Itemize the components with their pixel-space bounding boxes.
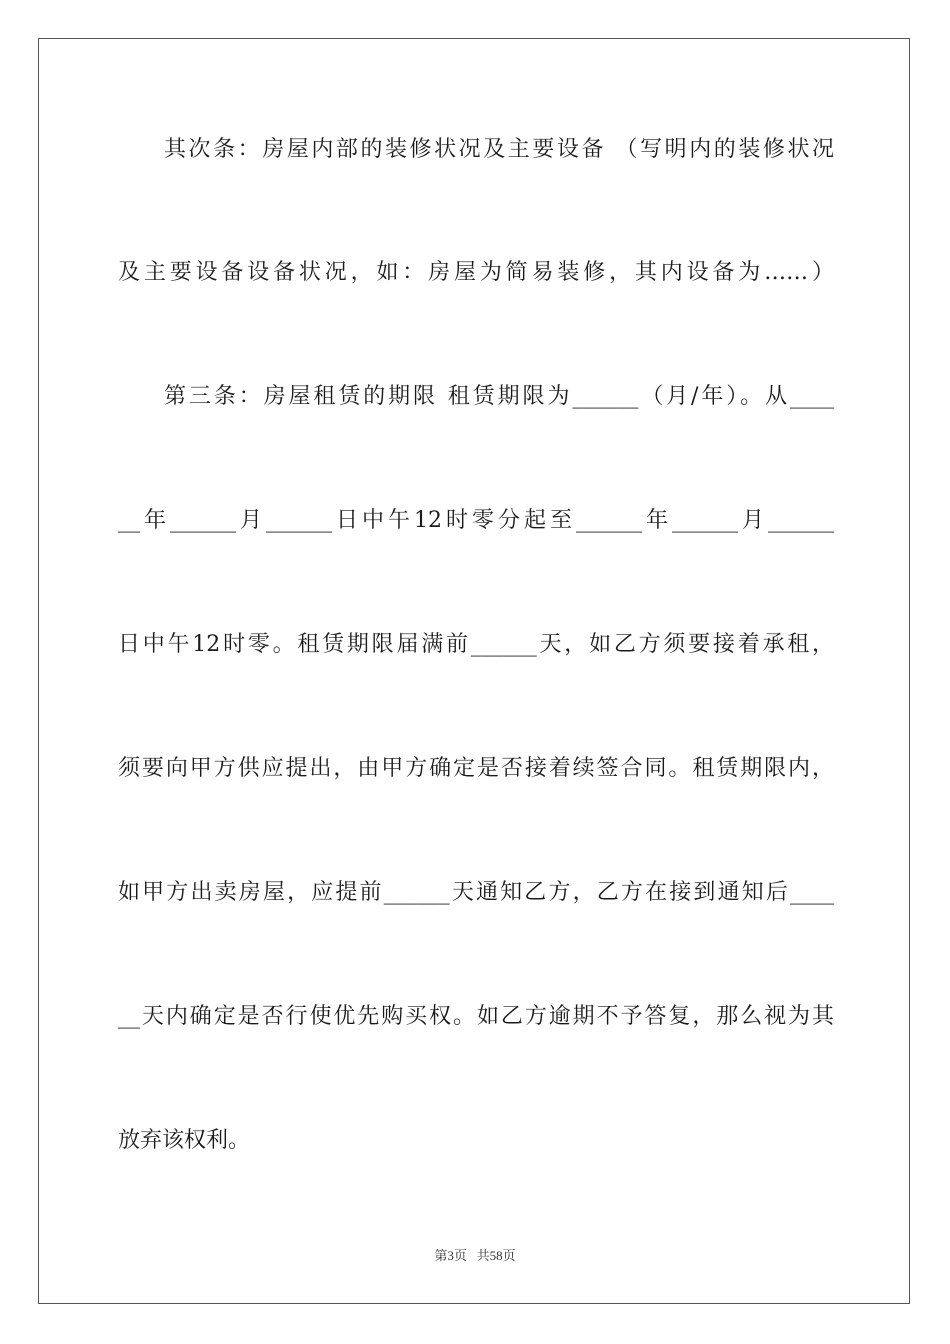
text-line-3: 第三条：房屋租赁的期限 租赁期限为______（月/年）。从____ bbox=[164, 384, 834, 409]
page-total: 共58页 bbox=[476, 1248, 516, 1263]
text-line-6: 须要向甲方供应提出，由甲方确定是否接着续签合同。租赁期限内， bbox=[118, 756, 834, 781]
text-line-7: 如甲方出卖房屋，应提前______天通知乙方，乙方在接到通知后____ bbox=[118, 880, 834, 905]
text-line-9: 放弃该权利。 bbox=[118, 1128, 251, 1153]
text-line-5: 日中午12时零。租赁期限届满前______天，如乙方须要接着承租， bbox=[118, 632, 834, 657]
text-line-4: __年______月______日中午12时零分起至______年______月______ bbox=[118, 508, 834, 533]
text-line-1: 其次条：房屋内部的装修状况及主要设备 （写明内的装修状况 bbox=[164, 137, 834, 162]
page-footer bbox=[0, 1247, 950, 1265]
page-number: 第3页 bbox=[434, 1248, 467, 1263]
page-border bbox=[38, 38, 910, 1304]
text-line-2: 及主要设备设备状况，如：房屋为简易装修，其内设备为……） bbox=[118, 260, 834, 285]
text-line-8: __天内确定是否行使优先购买权。如乙方逾期不予答复，那么视为其 bbox=[118, 1004, 834, 1029]
